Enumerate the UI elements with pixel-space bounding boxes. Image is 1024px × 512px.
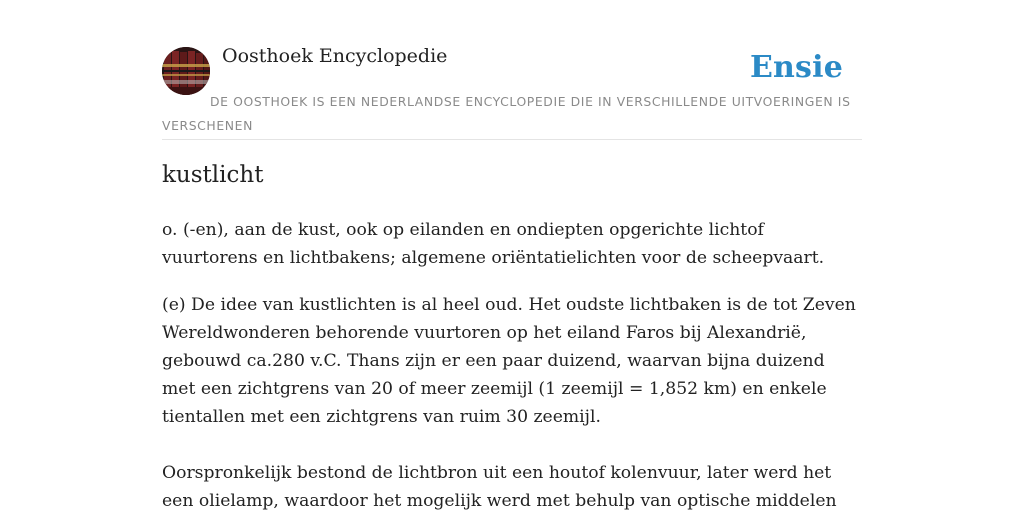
site-name[interactable]: Oosthoek Encyclopedie: [222, 45, 448, 67]
encyclopedia-books-icon[interactable]: [162, 47, 210, 95]
definition-paragraph: o. (-en), aan de kust, ook op eilanden en ondiepten opgerichte lichtof vuurtorens en lichtbakens; algemene oriëntatielichten voor de scheepvaart.: [162, 220, 825, 268]
site-header: [162, 0, 862, 140]
content-container: [162, 0, 862, 511]
entry-body: [162, 216, 862, 512]
entry-title: kustlicht: [162, 162, 264, 188]
explanation-paragraph: (e) De idee van kustlichten is al heel oud. Het oudste lichtbaken is de tot Zeven Wereldwonderen behorende vuurtoren op het eiland Faros bij Alexandrië, gebouwd ca.280 v.C. Thans zijn er een paar duizend, waarvan bijna duizend met een zichtgrens van 20 of meer zeemijl (1 zeemijl = 1,852 km) en enkele tientallen met een zichtgrens van ruim 30 zeemijl. Oorspronkelijk bestond de lichtbron uit een houtof kolenvuur, later werd het een olielamp, waardoor het mogelijk werd met behulp van optische middelen: [162, 295, 856, 511]
ensie-logo-link[interactable]: Ensie: [749, 50, 843, 85]
site-tagline: DE OOSTHOEK IS EEN NEDERLANDSE ENCYCLOPEDIE DIE IN VERSCHILLENDE UITVOERINGEN IS VERSCHENEN: [162, 94, 851, 133]
